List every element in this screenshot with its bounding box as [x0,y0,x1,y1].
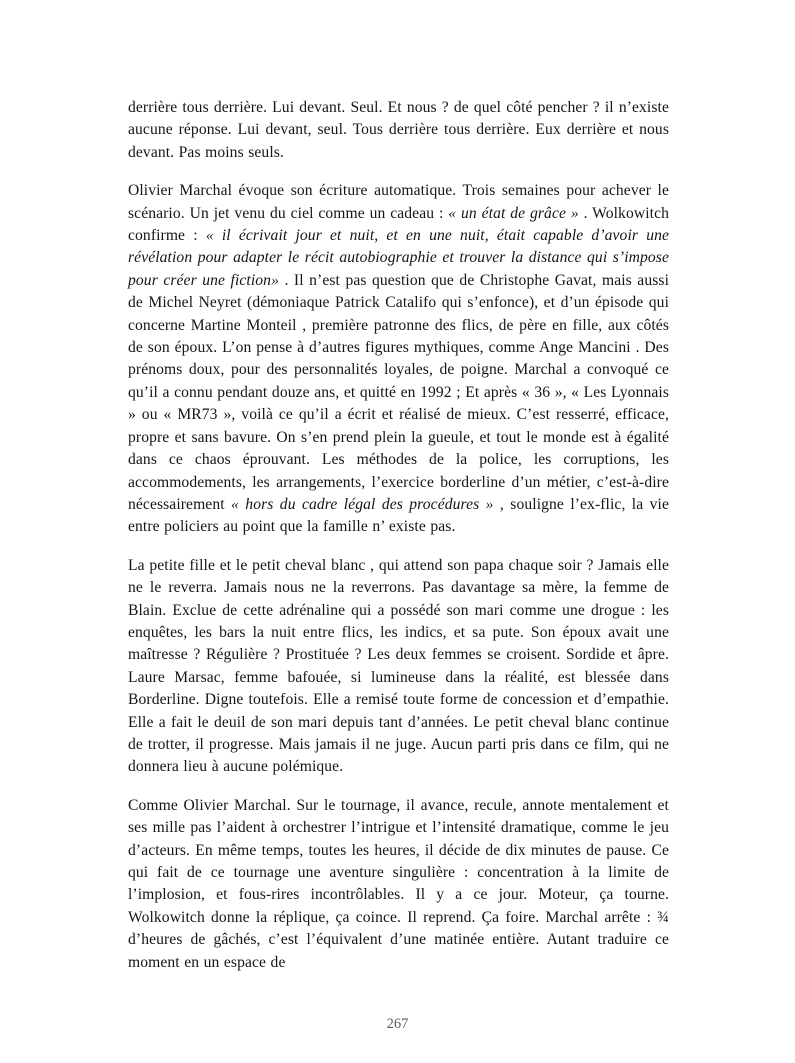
italic-quote: « un état de grâce » [448,204,579,222]
italic-quote: « il écrivait jour et nuit, et en une nuit, était capable d’avoir une révélation pour adapter le récit autobiographie et trouver la distance qui s’impose pour créer une fiction» [128,227,670,289]
paragraph [128,555,669,779]
text-segment: . Wolkowitch confirme : [128,204,669,245]
text-segment: , souligne l’ex-flic, la vie entre policiers au point que la famille n’ existe pas. [128,495,669,536]
text-segment: Comme Olivier Marchal. Sur le tournage, il avance, recule, annote mentalement et ses mille pas l’aident à orchestrer l’intrigue et l’intensité dramatique, comme le jeu d’acteurs. En même temps, toutes les heures, il décide de dix minutes de pause. Ce qui fait de ce tournage une aventure singulière : concentration à la limite de l’implosion, et fous-rires incontrôlables. Il y a ce jour. Moteur, ça tourne. Wolkowitch donne la réplique, ça coince. Il reprend. Ça foire. Marchal arrête : ¾ d’heures de gâchés, c’est l’équivalent d’une matinée entière. Autant traduire ce moment en un espace de [128,796,669,971]
page-number: 267 [386,1016,409,1032]
text-block [128,97,669,974]
text-segment: Olivier Marchal évoque son écriture automatique. Trois semaines pour achever le scénario. Un jet venu du ciel comme un cadeau : [128,182,669,222]
paragraph [128,97,669,164]
paragraph [128,180,669,539]
text-segment: . Il n’est pas question que de Christophe Gavat, mais aussi de Michel Neyret (démoniaque Patrick Catalifo qui s’enfonce), et d’un épisode qui concerne Martine Monteil , première patronne des flics, de père en fille, aux côtés de son époux. L’on pense à d’autres figures mythiques, comme Ange Mancini . Des prénoms doux, pour des personnalités loyales, de poigne. Marchal a convoqué ce qu’il a connu pendant douze ans, et quitté en 1992 ; Et après « 36 », « Les Lyonnais » ou « MR73 », voilà ce qu’il a écrit et réalisé de mieux. C’est resserré, efficace, propre et sans bavure. On s’en prend plein la gueule, et tout le monde est à égalité dans ce chaos éprouvant. Les méthodes de la police, les corruptions, les accommodements, les arrangements, l’exercice borderline d’un métier, c’est-à-dire nécessairement [128,271,669,513]
italic-quote: « hors du cadre légal des procédures » [231,495,494,513]
paragraph [128,795,669,974]
text-segment: derrière tous derrière. Lui devant. Seul. Et nous ? de quel côté pencher ? il n’existe aucune réponse. Lui devant, seul. Tous derrière tous derrière. Eux derrière et nous devant. Pas moins seuls. [128,99,669,161]
text-segment: La petite fille et le petit cheval blanc , qui attend son papa chaque soir ? Jamais elle ne le reverra. Jamais nous ne la reverrons. Pas davantage sa mère, la femme de Blain. Exclue de cette adrénaline qui a possédé son mari comme une drogue : les enquêtes, les bars la nuit entre flics, les indics, et sa pute. Son époux avait une maîtresse ? Régulière ? Prostituée ? Les deux femmes se croisent. Sordide et âpre. Laure Marsac, femme bafouée, si lumineuse dans la réalité, est blessée dans Borderline. Digne toutefois. Elle a remisé toute forme de concession et d’empathie. Elle a fait le deuil de son mari depuis tant d’années. Le petit cheval blanc continue de trotter, il progresse. Mais jamais il ne juge. Aucun parti pris dans ce film, qui ne donnera lieu à aucune polémique. [128,556,669,776]
